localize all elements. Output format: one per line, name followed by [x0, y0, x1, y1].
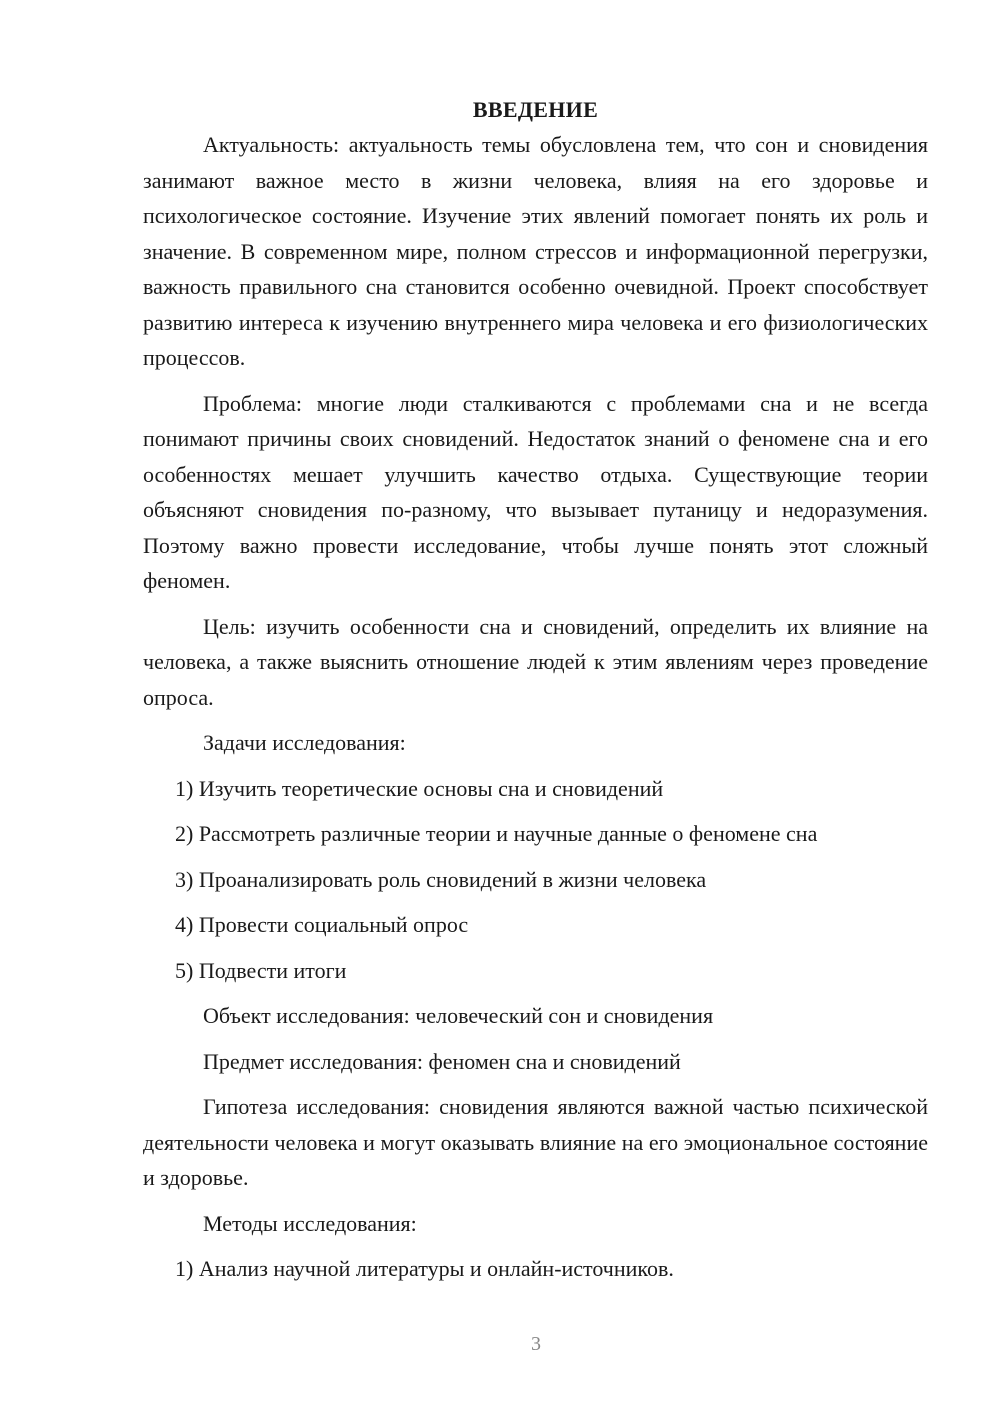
document-page: [143, 95, 928, 1297]
tasks-heading: Задачи исследования:: [203, 730, 406, 755]
goal-paragraph: Цель: изучить особенности сна и сновидений, определить их влияние на человека, а также выяснить отношение людей к этим явлениям через проведение опроса.: [143, 613, 928, 710]
task-item-1: 1) Изучить теоретические основы сна и сновидений: [175, 775, 664, 801]
task-item-5: 5) Подвести итоги: [175, 957, 347, 983]
research-object: Объект исследования: человеческий сон и сновидения: [203, 1003, 714, 1028]
section-title: ВВЕДЕНИЕ: [472, 97, 599, 122]
page-number: 3: [531, 1333, 541, 1355]
task-item-4: 4) Провести социальный опрос: [175, 912, 469, 937]
hypothesis-paragraph: Гипотеза исследования: сновидения являются важной частью психической деятельности человека и могут оказывать влияние на его эмоциональное состояние и здоровье.: [143, 1094, 928, 1190]
relevance-paragraph: Актуальность: актуальность темы обусловлена тем, что сон и сновидения занимают важное место в жизни человека, влияя на его здоровье и психологическое состояние. Изучение этих явлений помогает понять их роль и значение. В современном мире, полном стрессов и информационной перегрузки, важность правильного сна становится особенно очевидной. Проект способствует развитию интереса к изучению внутреннего мира человека и его физиологических процессов.: [143, 132, 928, 370]
task-item-2: 2) Рассмотреть различные теории и научные данные о феномене сна: [175, 821, 818, 846]
problem-paragraph: Проблема: многие люди сталкиваются с проблемами сна и не всегда понимают причины своих сновидений. Недостаток знаний о феномене сна и его особенностях мешает улучшить качество отдыха. Существующие теории объясняют сновидения по-разному, что вызывает путаницу и недоразумения. Поэтому важно провести исследование, чтобы лучше понять этот сложный феномен.: [143, 390, 928, 593]
method-item-1: 1) Анализ научной литературы и онлайн-источников.: [175, 1256, 674, 1281]
research-subject: Предмет исследования: феномен сна и сновидений: [203, 1048, 681, 1074]
task-item-3: 3) Проанализировать роль сновидений в жизни человека: [175, 866, 707, 892]
methods-heading: Методы исследования:: [203, 1210, 417, 1236]
